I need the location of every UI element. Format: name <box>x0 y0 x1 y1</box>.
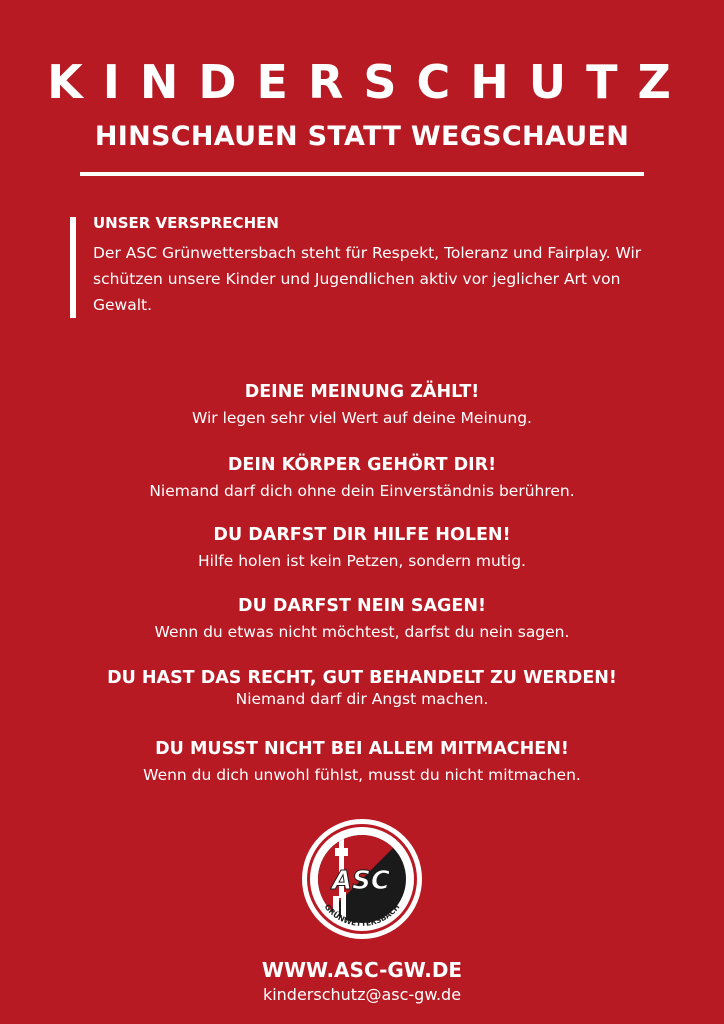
right-item <box>0 666 724 710</box>
right-heading: DU DARFST DIR HILFE HOLEN! <box>213 525 511 545</box>
right-item <box>0 523 724 572</box>
right-text: Wenn du etwas nicht möchtest, darfst du nein sagen. <box>154 623 570 641</box>
right-item <box>0 594 724 643</box>
divider <box>80 172 644 176</box>
right-heading: DEIN KÖRPER GEHÖRT DIR! <box>227 455 497 475</box>
website-link[interactable]: WWW.ASC-GW.DE <box>261 958 463 982</box>
email-link[interactable]: kinderschutz@asc-gw.de <box>262 985 462 1004</box>
promise-accent-bar <box>70 217 76 318</box>
logo-letters: ASC <box>332 866 390 896</box>
right-text: Niemand darf dir Angst machen. <box>235 690 489 708</box>
page-subtitle: HINSCHAUEN STATT WEGSCHAUEN <box>94 121 630 152</box>
right-text: Hilfe holen ist kein Petzen, sondern mutig. <box>198 552 526 570</box>
right-text: Niemand darf dich ohne dein Einverständnis berühren. <box>149 482 575 500</box>
right-heading: DU HAST DAS RECHT, GUT BEHANDELT ZU WERDEN! <box>107 668 617 688</box>
right-text: Wir legen sehr viel Wert auf deine Meinung. <box>191 409 532 427</box>
promise-text: Der ASC Grünwettersbach steht für Respekt, Toleranz und Fairplay. Wir schützen unsere Kinder und Jugendlichen aktiv vor jeglicher Art von Gewalt. <box>93 244 642 314</box>
logo-ring-text: GRÜNWETTERSBACH <box>322 902 402 929</box>
right-heading: DU DARFST NEIN SAGEN! <box>238 596 486 616</box>
right-item <box>0 737 724 786</box>
right-item <box>0 453 724 502</box>
promise-title: UNSER VERSPRECHEN <box>93 214 279 232</box>
right-heading: DEINE MEINUNG ZÄHLT! <box>244 382 480 402</box>
asc-logo <box>301 818 423 940</box>
right-heading: DU MUSST NICHT BEI ALLEM MITMACHEN! <box>155 739 569 759</box>
right-text: Wenn du dich unwohl fühlst, musst du nicht mitmachen. <box>143 766 581 784</box>
page-title: KINDERSCHUTZ <box>47 55 691 109</box>
right-item <box>0 380 724 429</box>
